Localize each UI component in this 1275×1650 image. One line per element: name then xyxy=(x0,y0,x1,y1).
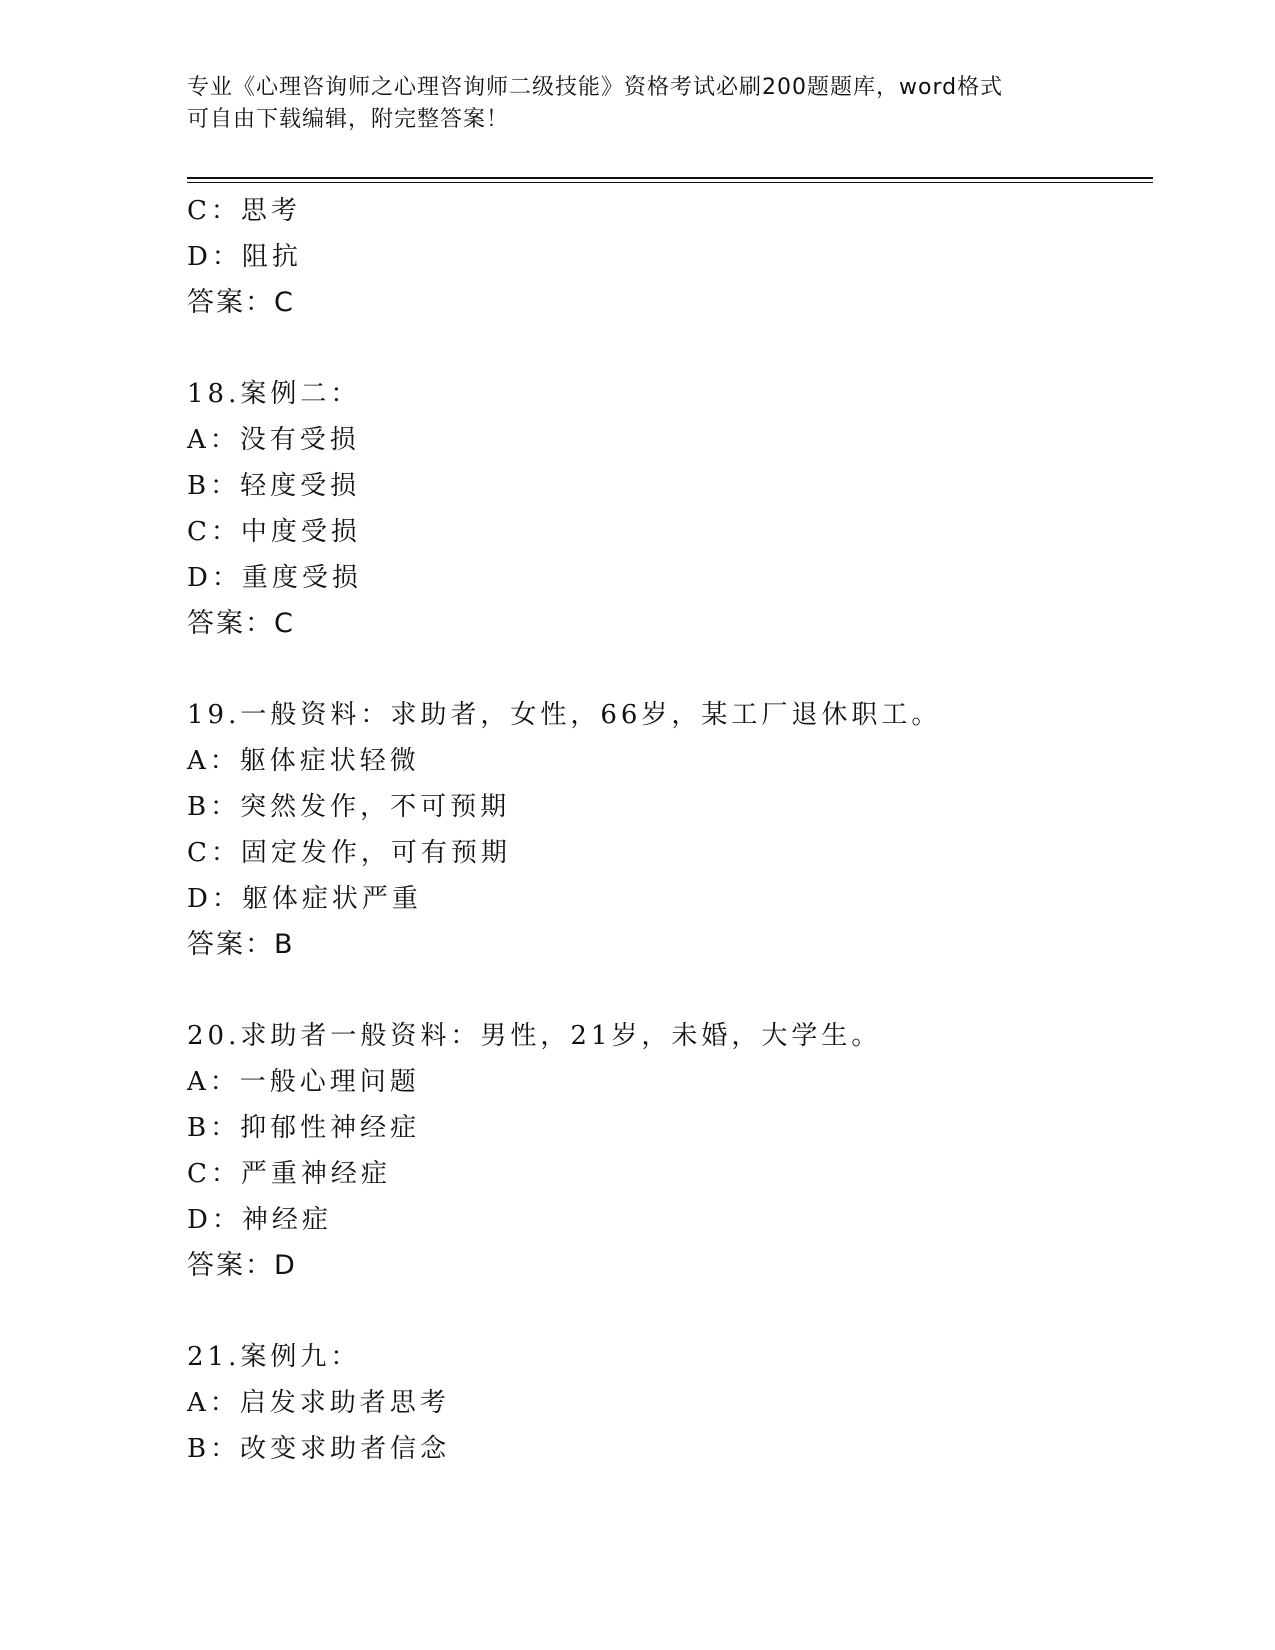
answer-line: 答案：D xyxy=(187,1250,297,1281)
option-c: C：严重神经症 xyxy=(187,1159,391,1189)
question-20 xyxy=(187,1013,1153,1289)
header-rule-thin xyxy=(187,182,1153,183)
header-line-1: 专业《心理咨询师之心理咨询师二级技能》资格考试必刷200题题库，word格式 xyxy=(187,75,1004,100)
option-d: D：重度受损 xyxy=(187,563,362,593)
option-a: A：没有受损 xyxy=(187,425,360,455)
answer-line: 答案：C xyxy=(187,608,295,639)
question-stem: 18.案例二： xyxy=(187,379,361,409)
answer-line: 答案：C xyxy=(187,287,295,318)
question-stem: 21.案例九： xyxy=(187,1342,361,1372)
document-header xyxy=(187,72,1087,136)
carry-over-block xyxy=(187,188,1153,326)
question-18 xyxy=(187,371,1153,647)
option-a: A：启发求助者思考 xyxy=(187,1388,450,1418)
question-19 xyxy=(187,692,1153,968)
option-a: A：一般心理问题 xyxy=(187,1067,420,1097)
header-rule-thick xyxy=(187,177,1153,179)
option-c: C：思考 xyxy=(187,196,301,226)
option-c: C：中度受损 xyxy=(187,517,361,547)
question-stem: 19.一般资料：求助者，女性，66岁，某工厂退休职工。 xyxy=(187,700,942,730)
option-b: B：轻度受损 xyxy=(187,471,361,501)
option-a: A：躯体症状轻微 xyxy=(187,746,420,776)
option-b: B：突然发作，不可预期 xyxy=(187,792,511,822)
option-d: D：阻抗 xyxy=(187,242,302,272)
question-list xyxy=(187,188,1153,1472)
option-b: B：抑郁性神经症 xyxy=(187,1113,421,1143)
answer-line: 答案：B xyxy=(187,929,295,960)
option-b: B：改变求助者信念 xyxy=(187,1434,451,1464)
question-21 xyxy=(187,1334,1153,1472)
option-c: C：固定发作，可有预期 xyxy=(187,838,511,868)
question-stem: 20.求助者一般资料：男性，21岁，未婚，大学生。 xyxy=(187,1021,882,1051)
option-d: D：神经症 xyxy=(187,1205,332,1235)
header-line-2: 可自由下载编辑，附完整答案！ xyxy=(187,107,510,132)
option-d: D：躯体症状严重 xyxy=(187,884,422,914)
